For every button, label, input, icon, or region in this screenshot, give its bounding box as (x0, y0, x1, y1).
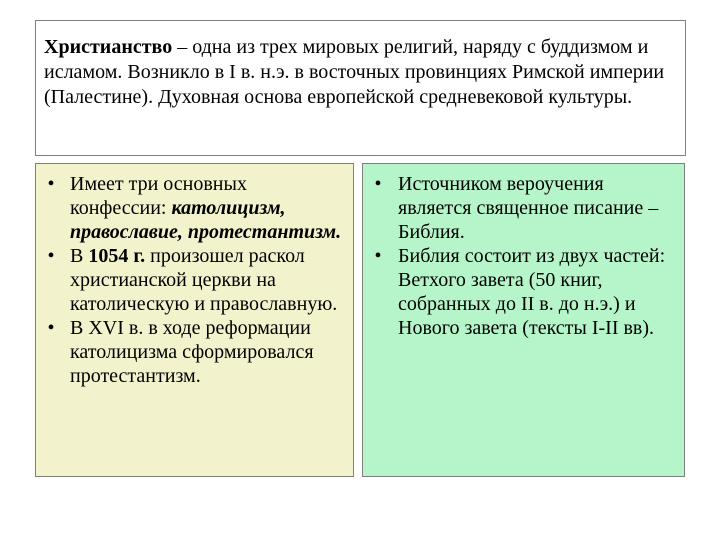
list-item (363, 244, 684, 340)
list-item (36, 316, 353, 388)
schism-pre: В (70, 245, 89, 267)
intro-paragraph (44, 36, 664, 108)
schism-year: 1054 г. (88, 245, 146, 267)
schism-post: произошел раскол христианской церкви на католическую и православную. (70, 245, 338, 315)
bullet-icon: • (47, 173, 55, 195)
left-column (35, 163, 354, 477)
bullet-icon: • (374, 173, 382, 195)
right-column (362, 163, 685, 477)
bullet-icon: • (374, 245, 382, 267)
confessions-text: Имеет три основных конфессии: (70, 173, 247, 219)
intro-text: – одна из трех мировых религий, наряду с буддизмом и исламом. Возникло в I в. н.э. в восточных провинциях Римской империи (Палестине). Духовная основа европейской средневековой культуры. (44, 36, 665, 108)
list-item (36, 172, 353, 244)
bullet-icon: • (47, 245, 55, 267)
list-item (36, 244, 353, 316)
scripture-text: Источником вероучения является священное писание – Библия. (398, 173, 659, 243)
reformation-text: В XVI в. в ходе реформации католицизма сформировался протестантизм. (70, 317, 314, 387)
bullet-icon: • (47, 317, 55, 339)
list-item (363, 172, 684, 244)
bible-parts-text: Библия состоит из двух частей: Ветхого завета (50 книг, собранных до II в. до н.э.) и Нового завета (тексты I-II вв). (398, 245, 666, 339)
confessions-list: католицизм, православие, протестантизм. (70, 197, 342, 243)
intro-term: Христианство (44, 36, 173, 58)
intro-box (35, 20, 686, 156)
